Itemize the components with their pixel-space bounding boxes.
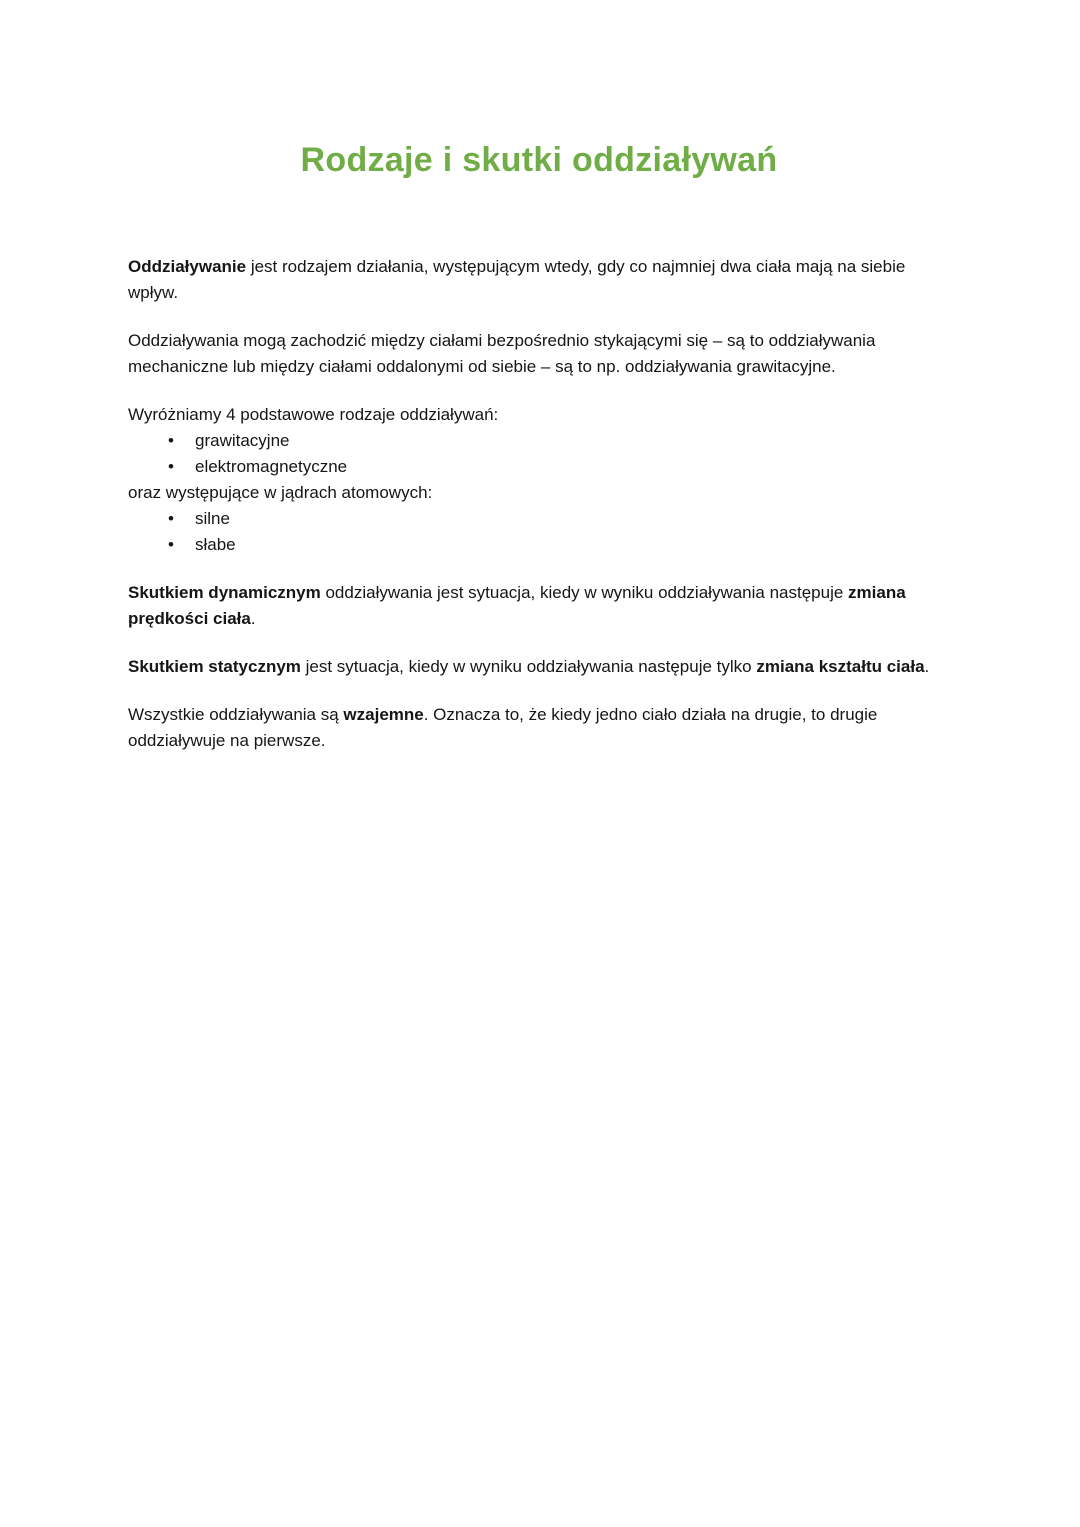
list-intro-basic-types: Wyróżniamy 4 podstawowe rodzaje oddziaływań: bbox=[128, 405, 499, 425]
document-title: Rodzaje i skutki oddziaływań bbox=[300, 141, 778, 179]
term-dynamic-effect: Skutkiem dynamicznym bbox=[128, 583, 321, 603]
bullet-list-nuclear-types bbox=[128, 506, 950, 558]
paragraph-mechanical-gravitational: Oddziaływania mogą zachodzić między ciałami bezpośrednio stykającymi się – są to oddziaływania mechaniczne lub między ciałami oddalonymi od siebie – są to np. oddziaływania grawitacyjne. bbox=[128, 331, 876, 377]
paragraph-text: jest rodzajem działania, występującym wtedy, gdy co najmniej dwa ciała mają na siebie wpływ. bbox=[128, 257, 906, 303]
paragraph-text: oddziaływania jest sytuacja, kiedy w wyniku oddziaływania następuje bbox=[320, 583, 849, 603]
term-static-effect: Skutkiem statycznym bbox=[128, 657, 301, 677]
paragraph-interaction-definition bbox=[128, 254, 950, 306]
paragraph-text: . Oznacza to, że kiedy jedno ciało działa na drugie, to drugie oddziaływuje na pierwsze. bbox=[128, 705, 878, 751]
list-item-gravitational: • grawitacyjne bbox=[128, 428, 950, 454]
term-mutual: wzajemne bbox=[343, 705, 424, 725]
term-interaction: Oddziaływanie bbox=[128, 257, 247, 277]
list-intro-nuclear-types: oraz występujące w jądrach atomowych: bbox=[128, 483, 433, 503]
term-shape-change: zmiana kształtu ciała bbox=[756, 657, 925, 677]
list-item-electromagnetic: • elektromagnetyczne bbox=[128, 454, 950, 480]
paragraph-static-effect bbox=[128, 654, 950, 680]
list-item-strong: • silne bbox=[128, 506, 950, 532]
list-item-weak: • słabe bbox=[128, 532, 950, 558]
term-velocity-change: zmiana prędkości ciała bbox=[128, 583, 906, 629]
paragraph-mutual-interactions bbox=[128, 702, 950, 754]
section-interaction-types bbox=[128, 402, 950, 558]
paragraph-text: jest sytuacja, kiedy w wyniku oddziaływania następuje tylko bbox=[300, 657, 757, 677]
document-body bbox=[128, 254, 950, 754]
paragraph-text: Wszystkie oddziaływania są bbox=[128, 705, 344, 725]
paragraph-text: . bbox=[250, 609, 256, 629]
bullet-list-basic-types bbox=[128, 428, 950, 480]
paragraph-dynamic-effect bbox=[128, 580, 950, 632]
paragraph-text: . bbox=[924, 657, 930, 677]
